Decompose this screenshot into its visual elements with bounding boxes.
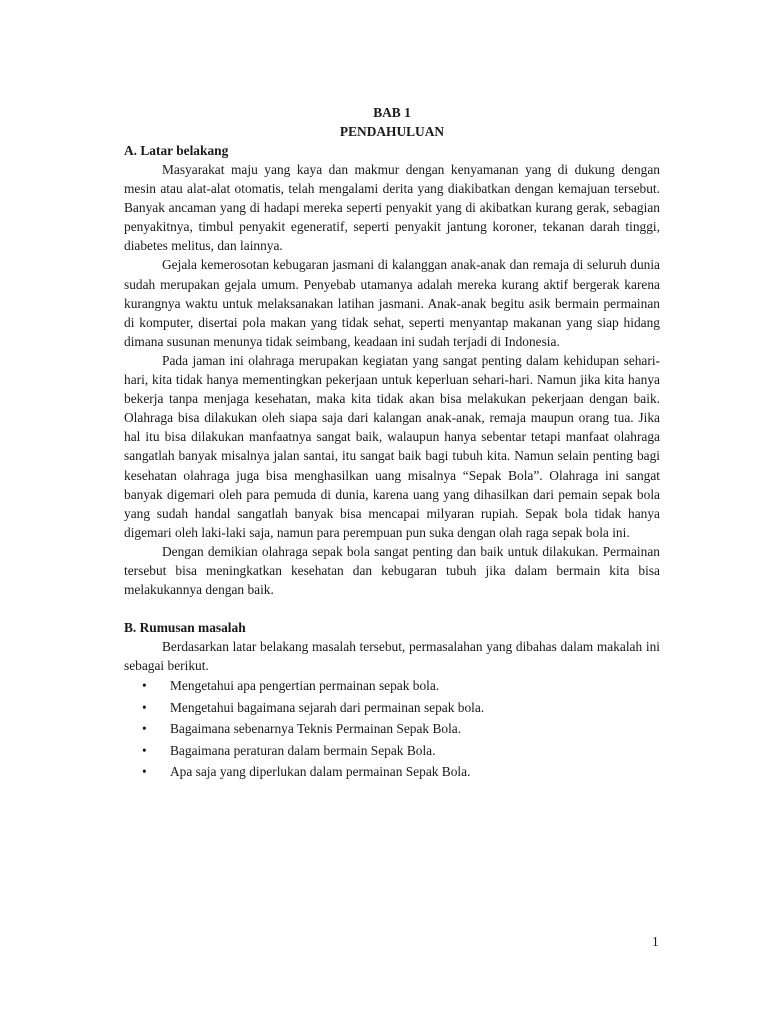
problem-list <box>124 675 660 783</box>
list-item <box>124 761 660 783</box>
chapter-number: BAB 1 <box>373 105 411 120</box>
list-item-text: Mengetahui bagaimana sejarah dari permainan sepak bola. <box>170 699 485 715</box>
section-a-paragraph-3: Pada jaman ini olahraga merupakan kegiatan yang sangat penting dalam kehidupan sehari-hari, kita tidak hanya mementingkan pekerjaan untuk keperluan sehari-hari. Namun jika kita hanya bekerja tanpa menjaga kesehatan, maka kita tidak akan bisa melakukan pekerjaan dengan baik. Olahraga bisa dilakukan oleh siapa saja dari kalangan anak-anak, remaja maupun orang tua. Jika hal itu bisa dilakukan manfaatnya sangat baik, walaupun hanya sebentar tetapi manfaat olahraga sangatlah banyak misalnya jalan santai, itu sangat baik bagi tubuh kita. Namun selain penting bagi kesehatan olahraga juga bisa menghasilkan uang misalnya “Sepak Bola”. Olahraga ini sangat banyak digemari oleh para pemuda di dunia, karena uang yang dihasilkan dari pemain sepak bola yang sudah handal sangatlah banyak bisa mencapai milyaran rupiah. Sepak bola tidak hanya digemari oleh laki-laki saja, namun para perempuan pun suka dengan olah raga sepak bola ini. <box>124 352 660 540</box>
bullet-icon: • <box>142 699 147 715</box>
section-spacer <box>124 599 660 618</box>
section-a-paragraph-2: Gejala kemerosotan kebugaran jasmani di kalanggan anak-anak dan remaja di seluruh dunia sudah merupakan gejala umum. Penyebab utamanya adalah mereka kurang aktif bergerak karena kurangnya waktu untuk melaksanakan latihan jasmani. Anak-anak begitu asik bermain permainan di komputer, disertai pola makan yang tidak sehat, seperti menyantap makanan yang siap hidang dimana susunan menunya tidak seimbang, keadaan ini sudah terjadi di Indonesia. <box>124 257 660 349</box>
bullet-icon: • <box>142 764 147 780</box>
bullet-icon: • <box>142 721 147 737</box>
page-content <box>124 103 660 783</box>
list-item <box>124 697 660 719</box>
section-a-heading: A. Latar belakang <box>124 143 229 158</box>
bullet-icon: • <box>142 742 147 758</box>
list-item <box>124 718 660 740</box>
list-item-text: Bagaimana sebenarnya Teknis Permainan Sepak Bola. <box>170 721 462 737</box>
list-item-text: Bagaimana peraturan dalam bermain Sepak Bola. <box>170 742 436 758</box>
bullet-icon: • <box>142 678 147 694</box>
section-b-heading: B. Rumusan masalah <box>124 620 246 636</box>
section-b-intro: Berdasarkan latar belakang masalah tersebut, permasalahan yang dibahas dalam makalah ini sebagai berikut. <box>124 639 660 674</box>
list-item-text: Mengetahui apa pengertian permainan sepak bola. <box>170 678 440 694</box>
list-item-text: Apa saja yang diperlukan dalam permainan Sepak Bola. <box>170 764 471 780</box>
page-number: 1 <box>652 934 659 949</box>
section-a-paragraph-1: Masyarakat maju yang kaya dan makmur dengan kenyamanan yang di dukung dengan mesin atau alat-alat otomatis, telah mengalami derita yang diakibatkan dengan kemajuan tersebut. Banyak ancaman yang di hadapi mereka seperti penyakit yang di akibatkan kurang gerak, sebagian penyakitnya, timbul penyakit egeneratif, seperti penyakit jantung koroner, tekanan darah tinggi, diabetes melitus, dan lainnya. <box>124 162 660 254</box>
section-a-paragraph-4: Dengan demikian olahraga sepak bola sangat penting dan baik untuk dilakukan. Permainan tersebut bisa meningkatkan kesehatan dan kebugaran tubuh jika dalam bermain kita bisa melakukannya dengan baik. <box>124 543 660 598</box>
chapter-title: PENDAHULUAN <box>339 124 445 139</box>
list-item <box>124 675 660 697</box>
list-item <box>124 740 660 762</box>
